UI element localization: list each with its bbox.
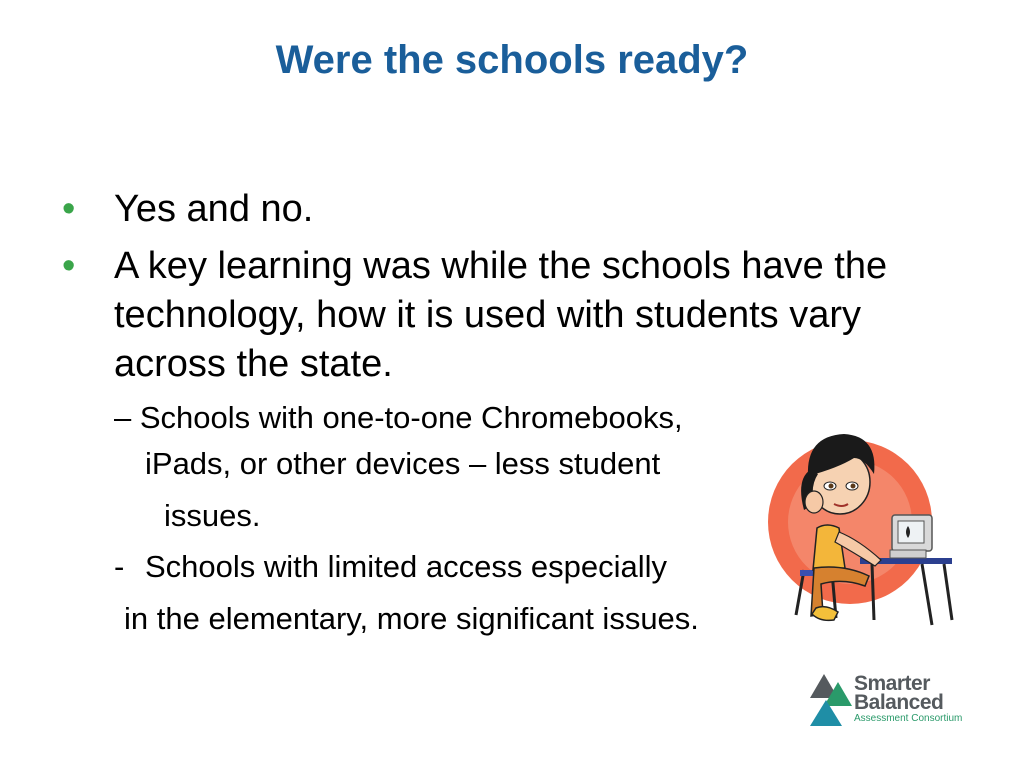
logo-line-1: Smarter: [854, 672, 930, 695]
bullet-text: A key learning was while the schools have the technology, how it is used with students vary across the state.: [114, 245, 888, 385]
logo-line-2: Balanced: [854, 691, 944, 714]
smarter-balanced-triangle-icon: [810, 674, 852, 726]
bullet-text: Yes and no.: [114, 188, 314, 230]
girl-at-computer-icon: [762, 420, 962, 635]
bullet-marker: •: [62, 188, 76, 230]
smarter-balanced-logo: [810, 672, 985, 728]
subitem-2-line-2: in the elementary, more significant issues.: [124, 601, 699, 636]
bullet-marker: •: [62, 245, 76, 287]
subitem-1-line-2: iPads, or other devices – less student: [145, 446, 661, 481]
logo-line-3: Assessment Consortium: [854, 713, 963, 724]
slide-title: Were the schools ready?: [275, 38, 749, 82]
subitem-1-line-1: – Schools with one-to-one Chromebooks,: [114, 400, 683, 435]
subitem-1-line-3: issues.: [164, 498, 261, 533]
subitem-2-line-1: Schools with limited access especially: [145, 549, 668, 584]
subitem-2-marker: -: [114, 549, 125, 584]
